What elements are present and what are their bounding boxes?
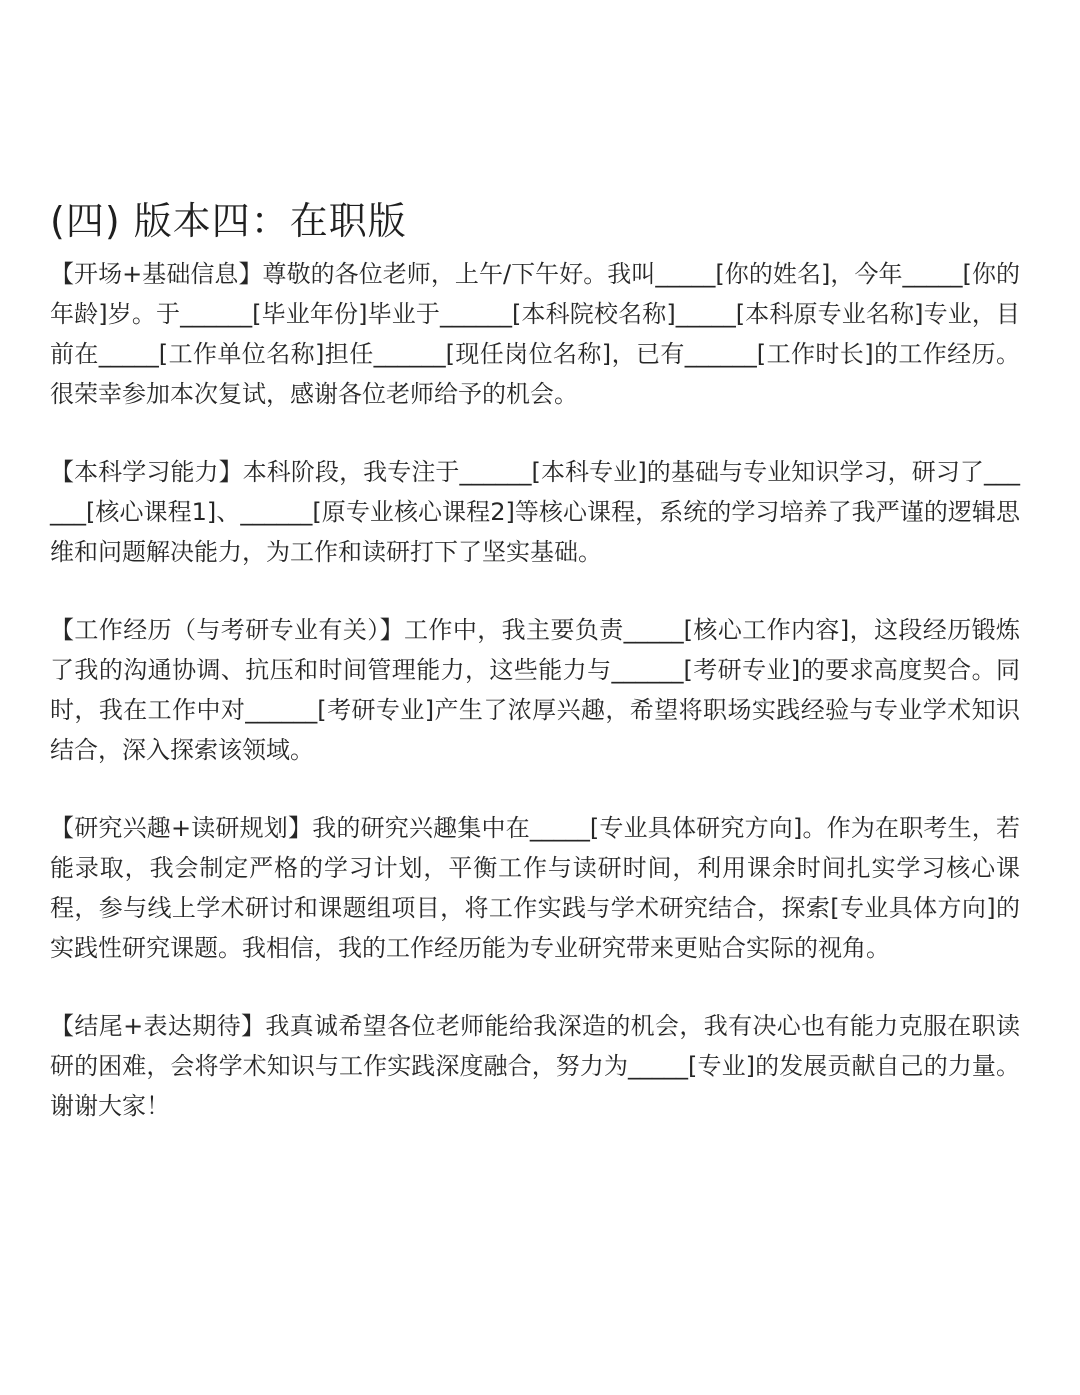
paragraph-tag: 【开场+基础信息】 (50, 260, 263, 288)
paragraph-tag: 【本科学习能力】 (50, 458, 243, 486)
paragraph-tag: 【工作经历（与考研专业有关）】 (50, 616, 405, 644)
paragraph-opening (50, 254, 1020, 414)
paragraph-closing (50, 1006, 1020, 1126)
paragraph-text: 我真诚希望各位老师能给我深造的机会，我有决心也有能力克服在职读研的困难，会将学术知识与工作实践深度融合，努力为_____[专业]的发展贡献自己的力量。谢谢大家！ (50, 1012, 1021, 1120)
document-page (50, 192, 1020, 1164)
section-title: (四) 版本四：在职版 (50, 199, 407, 243)
paragraph-research (50, 808, 1020, 968)
paragraph-tag: 【结尾+表达期待】 (50, 1012, 266, 1040)
paragraph-work (50, 610, 1020, 770)
paragraph-text: 本科阶段，我专注于______[本科专业]的基础与专业知识学习，研习了______[核心课程1]、______[原专业核心课程2]等核心课程，系统的学习培养了我严谨的逻辑思维和问题解决能力，为工作和读研打下了坚实基础。 (50, 458, 1021, 566)
paragraph-undergrad (50, 452, 1020, 572)
paragraph-text: 我的研究兴趣集中在_____[专业具体研究方向]。作为在职考生，若能录取，我会制定严格的学习计划，平衡工作与读研时间，利用课余时间扎实学习核心课程，参与线上学术研讨和课题组项目，将工作实践与学术研究结合，探索[专业具体方向]的实践性研究课题。我相信，我的工作经历能为专业研究带来更贴合实际的视角。 (50, 814, 1020, 962)
paragraph-text: 工作中，我主要负责_____[核心工作内容]，这段经历锻炼了我的沟通协调、抗压和时间管理能力，这些能力与______[考研专业]的要求高度契合。同时，我在工作中对______[考研专业]产生了浓厚兴趣，希望将职场实践经验与专业学术知识结合，深入探索该领域。 (50, 616, 1020, 764)
paragraph-text: 尊敬的各位老师，上午/下午好。我叫_____[你的姓名]，今年_____[你的年龄]岁。于______[毕业年份]毕业于______[本科院校名称]_____[本科原专业名称]专业，目前在_____[工作单位名称]担任______[现任岗位名称]，已有______[工作时长]的工作经历。很荣幸参加本次复试，感谢各位老师给予的机会。 (50, 260, 1020, 408)
paragraph-tag: 【研究兴趣+读研规划】 (50, 814, 313, 842)
